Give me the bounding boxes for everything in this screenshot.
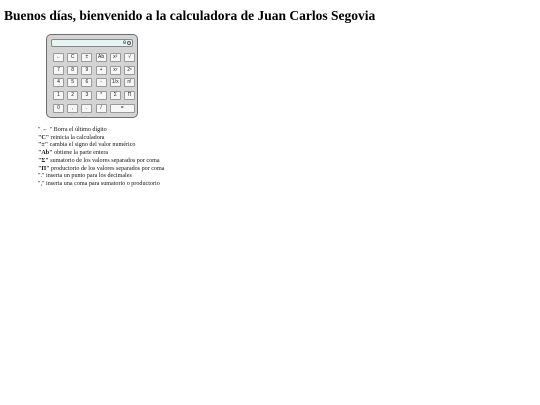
help-item-text: productorio de los valores separados por coma — [49, 165, 165, 172]
key-divide-button[interactable]: / — [96, 104, 107, 113]
key-square-button[interactable]: x² — [110, 53, 121, 62]
help-item-key: "±" — [38, 142, 49, 149]
page-title: Buenos días, bienvenido a la calculadora de Juan Carlos Segovia — [4, 8, 376, 23]
key-equals-button[interactable]: = — [110, 104, 135, 113]
key-sign-button[interactable]: ± — [81, 53, 92, 62]
help-item — [38, 135, 164, 143]
help-item-text: cambia el signo del valor numérico — [48, 142, 136, 149]
help-item-text: obtiene la parte entera — [52, 150, 109, 157]
help-item — [38, 150, 164, 158]
key-8-button[interactable]: 8 — [67, 66, 78, 75]
key-comma-button[interactable]: , — [67, 104, 78, 113]
key-1-button[interactable]: 1 — [53, 91, 64, 100]
key-power-button[interactable]: xʸ — [110, 66, 121, 75]
help-item-key: "Ab" — [38, 150, 53, 157]
key-power-of-two-button[interactable]: 2ˣ — [124, 66, 135, 75]
help-item — [38, 142, 164, 150]
key-5-button[interactable]: 5 — [67, 78, 78, 87]
key-9-button[interactable]: 9 — [81, 66, 92, 75]
key-add-button[interactable]: + — [96, 66, 107, 75]
key-4-button[interactable]: 4 — [53, 78, 64, 87]
key-3-button[interactable]: 3 — [81, 91, 92, 100]
help-item — [38, 166, 164, 174]
help-item-key: "." — [38, 173, 45, 180]
help-item — [38, 181, 164, 189]
key-backspace-button[interactable]: ← — [53, 53, 64, 62]
key-reciprocal-button[interactable]: 1/x — [110, 78, 121, 87]
help-item-key: "," — [38, 180, 45, 187]
key-subtract-button[interactable]: - — [96, 78, 107, 87]
key-dot-button[interactable]: . — [81, 104, 92, 113]
key-6-button[interactable]: 6 — [81, 78, 92, 87]
key-multiply-button[interactable]: * — [96, 91, 107, 100]
help-item-text: inserta un punto para los decimales — [44, 173, 132, 180]
key-7-button[interactable]: 7 — [53, 66, 64, 75]
help-item — [38, 158, 164, 166]
help-item-text: inserta una coma para sumatorio o productorio — [44, 180, 160, 187]
help-item-text: Borra el último dígito — [52, 127, 107, 133]
key-abs-button[interactable]: Ab — [96, 53, 107, 62]
key-product-button[interactable]: Π — [124, 91, 135, 100]
key-2-button[interactable]: 2 — [67, 91, 78, 100]
key-factorial-button[interactable]: n! — [124, 78, 135, 87]
help-item-key: " ← " — [38, 127, 53, 133]
display-indicator-icon — [127, 41, 131, 45]
key-0-button[interactable]: 0 — [53, 104, 64, 113]
help-list — [38, 127, 164, 189]
help-item-key: "Σ" — [38, 157, 49, 164]
help-item — [38, 127, 164, 135]
help-item-key: "C" — [38, 134, 50, 141]
key-sum-button[interactable]: Σ — [110, 91, 121, 100]
help-item-text: reinicia la calculadora — [49, 134, 105, 141]
calculator — [46, 34, 138, 118]
display-input[interactable] — [51, 39, 133, 47]
help-item-text: sumatorio de los valores separados por coma — [48, 157, 160, 164]
keypad — [53, 53, 135, 113]
key-clear-button[interactable]: C — [67, 53, 78, 62]
help-item-key: "Π" — [38, 165, 50, 172]
help-item — [38, 173, 164, 181]
display-value: 0 — [122, 40, 126, 46]
key-sqrt-button[interactable]: √ — [124, 53, 135, 62]
